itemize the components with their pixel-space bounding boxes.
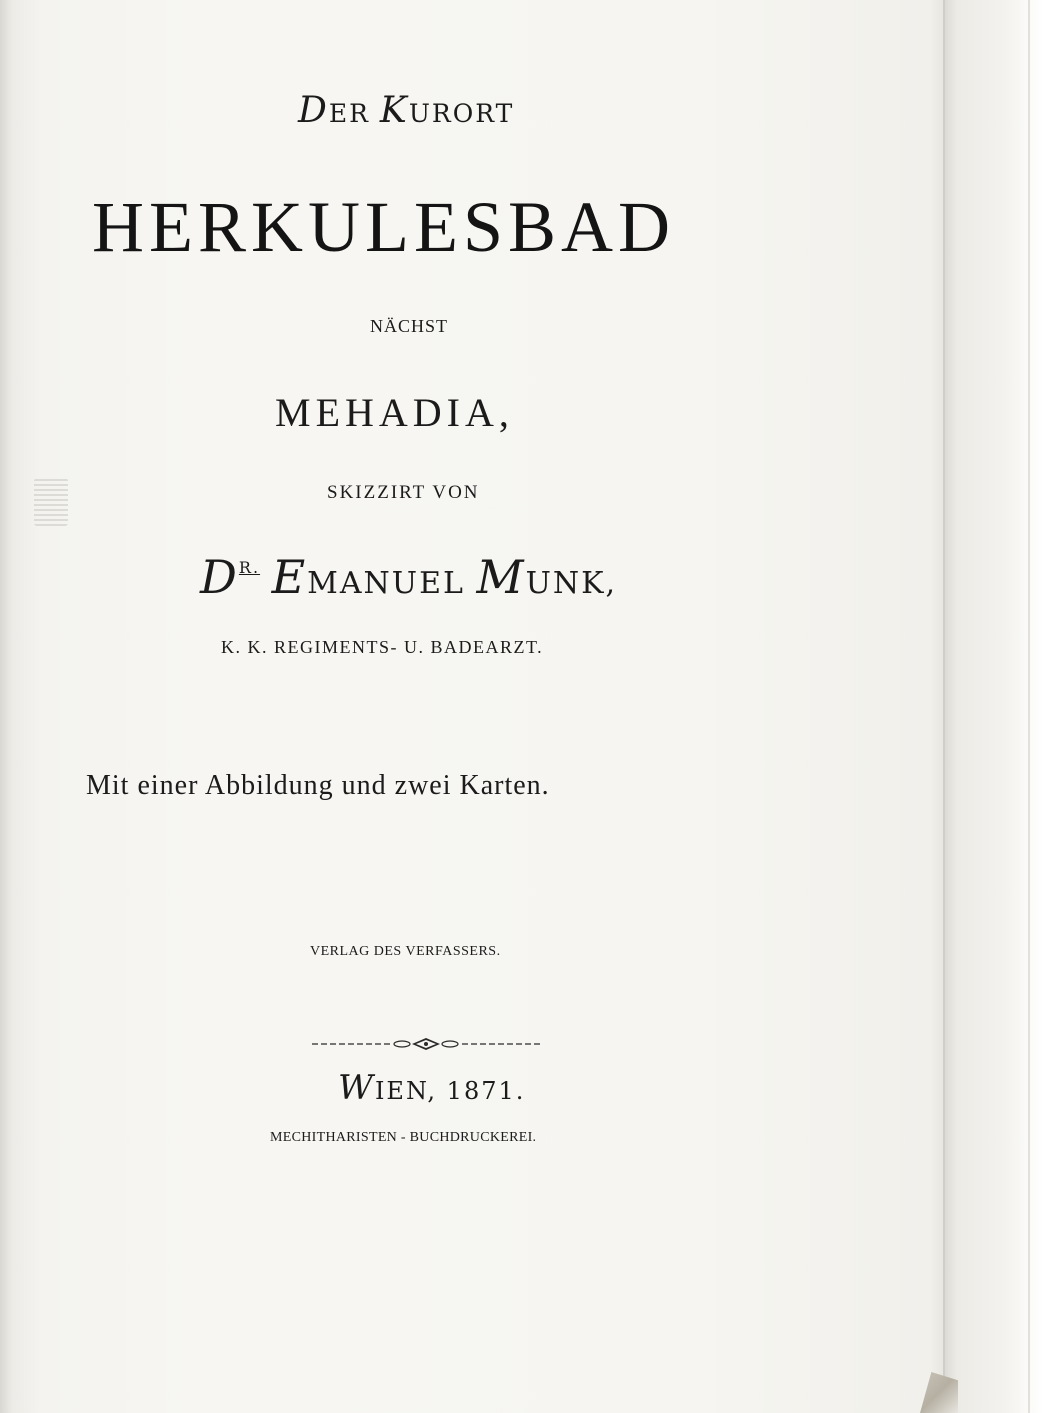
city-rest: IEN, 1871. <box>374 1077 526 1105</box>
skizzirt-von-line: SKIZZIRT VON <box>327 482 480 503</box>
subtitle-kurort: URORT <box>408 99 515 128</box>
city-initial-w: W <box>338 1068 375 1108</box>
binding-shadow <box>0 0 12 1413</box>
subtitle-der-kurort <box>298 90 514 131</box>
author-initial-m: M <box>476 550 526 604</box>
place-name: MEHADIA, <box>275 390 514 435</box>
author-rank: K. K. REGIMENTS- U. BADEARZT. <box>221 637 544 657</box>
author-dr-superscript: R. <box>238 558 261 577</box>
initial-k: K <box>379 90 409 131</box>
naechst-line: NÄCHST <box>370 316 449 336</box>
illustrations-note: Mit einer Abbildung und zwei Karten. <box>86 770 550 801</box>
publisher-line: VERLAG DES VERFASSERS. <box>310 944 501 959</box>
paper-stain <box>34 478 68 526</box>
city-and-year <box>338 1068 525 1108</box>
author-initial-d: D <box>200 550 239 604</box>
subtitle-der: ER <box>328 99 380 128</box>
author-initial-e: E <box>271 550 308 604</box>
initial-d: D <box>298 90 329 131</box>
author-emanuel: MANUEL <box>307 566 477 601</box>
main-title: HERKULESBAD <box>92 187 676 267</box>
printer-line: MECHITHARISTEN - BUCHDRUCKEREI. <box>270 1130 537 1145</box>
ornament-divider <box>310 1036 542 1052</box>
author-munk: UNK, <box>525 566 618 601</box>
author-name <box>200 550 617 604</box>
underlying-page-border <box>1028 0 1030 1413</box>
